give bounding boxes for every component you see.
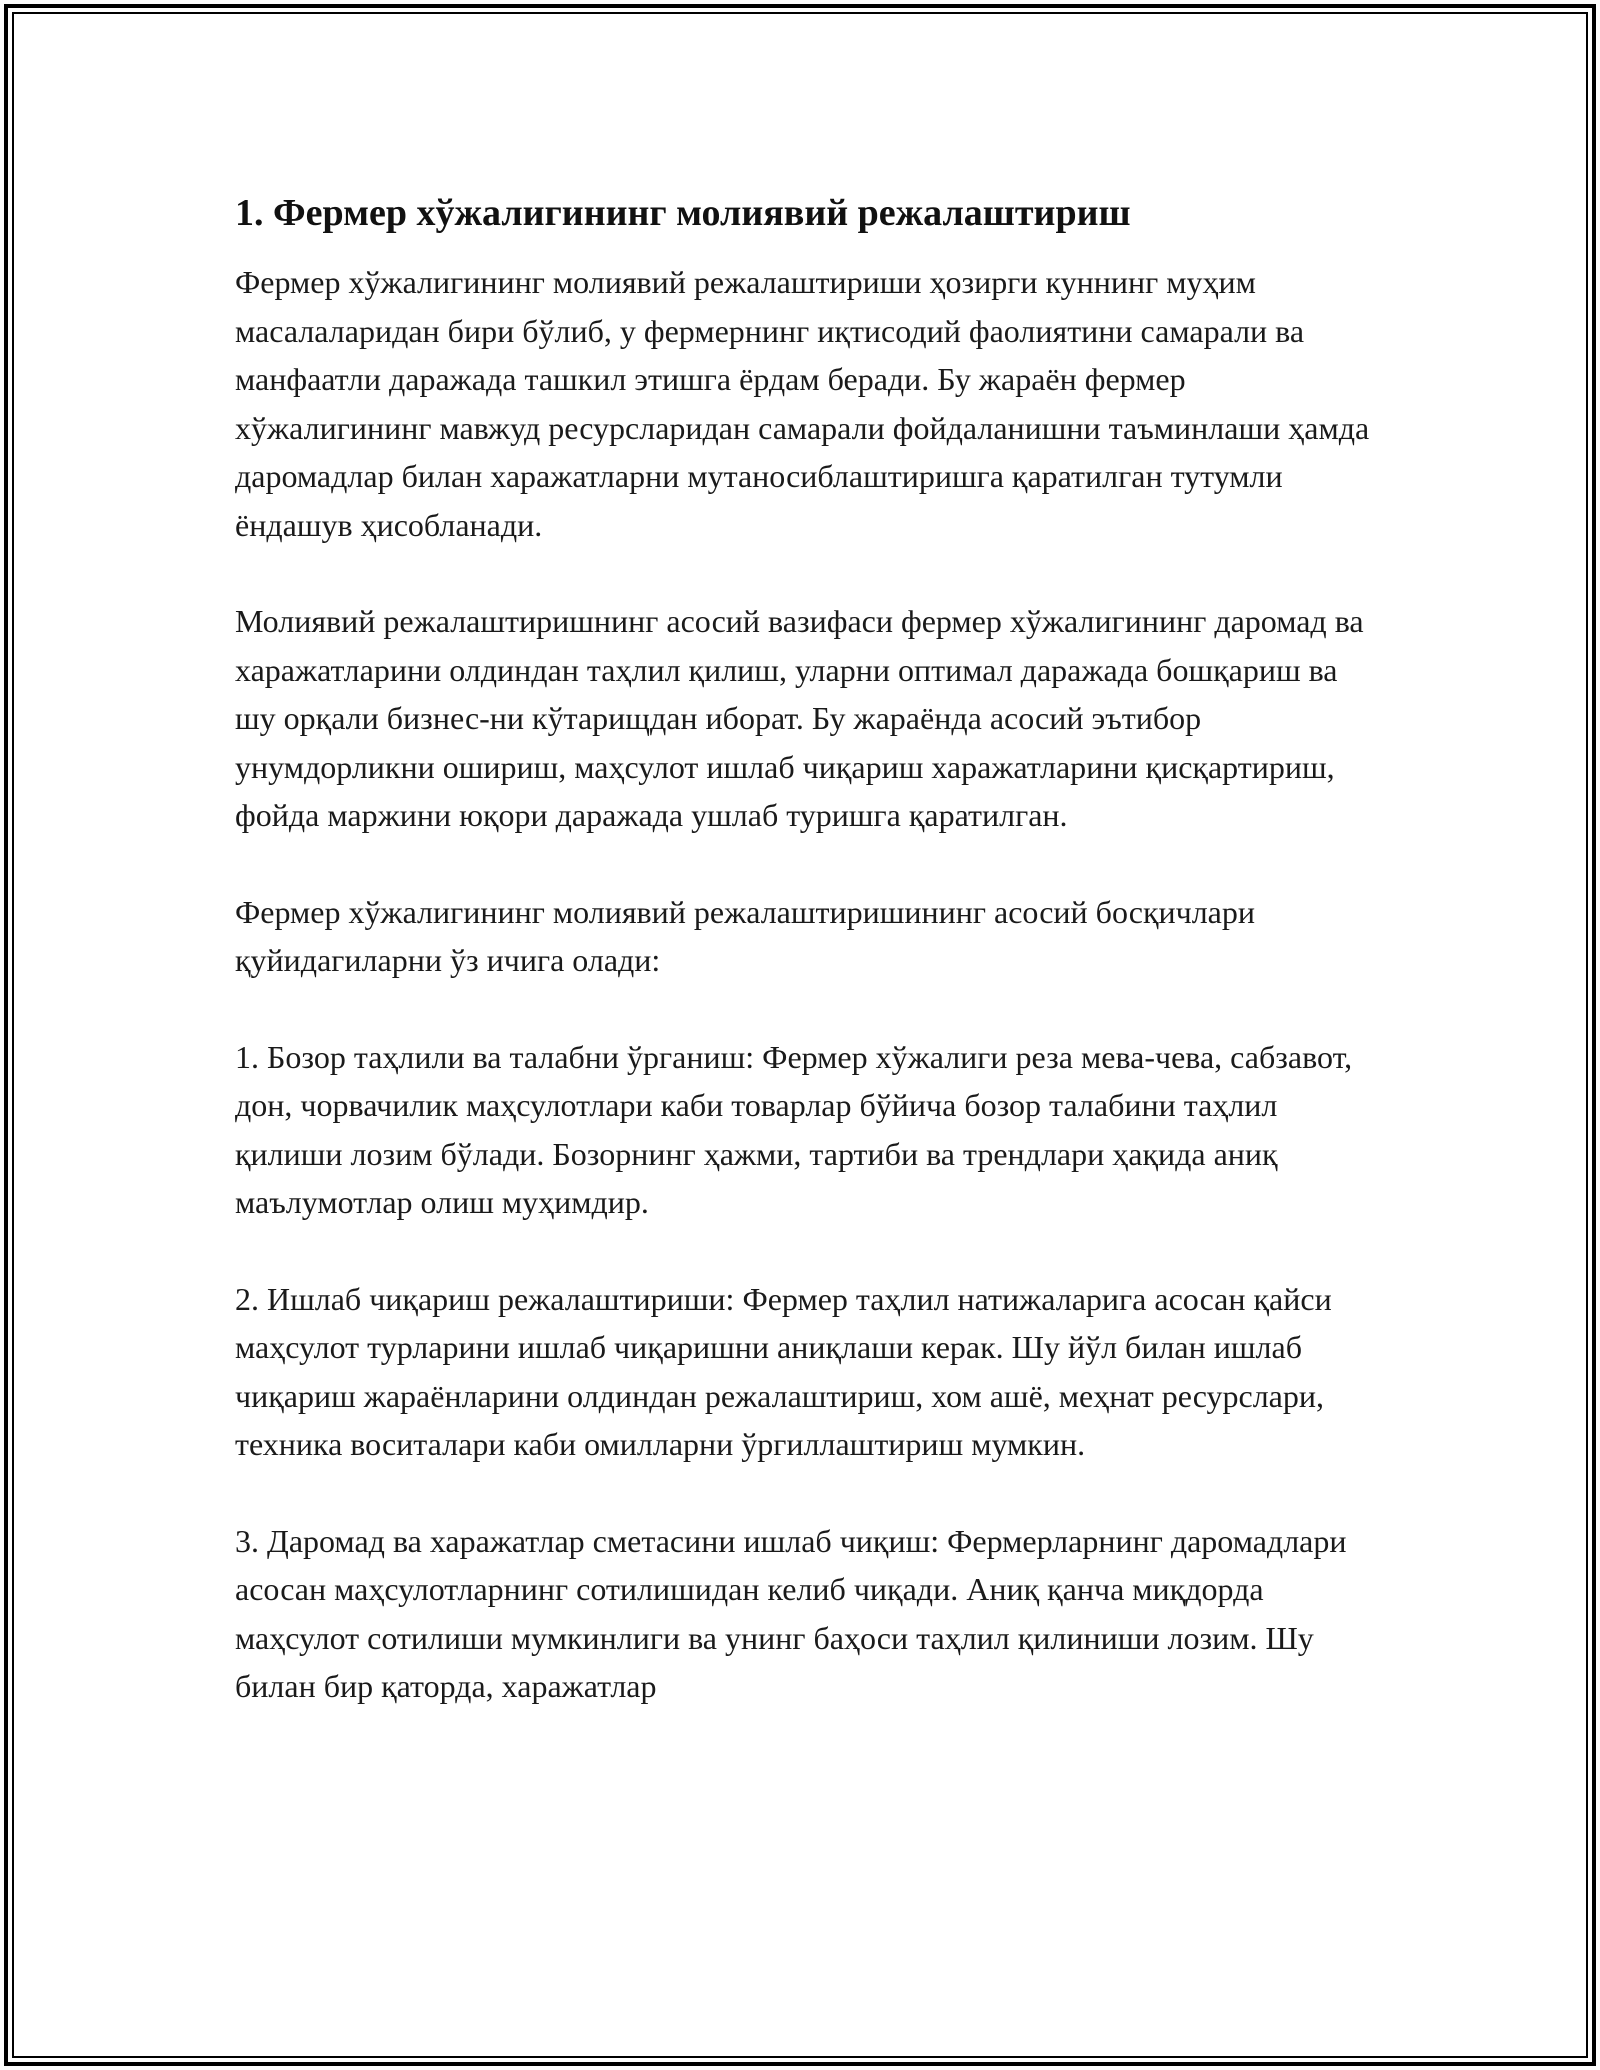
list-item-production-planning: 2. Ишлаб чиқариш режалаштириши: Фермер таҳлил натижаларига асосан қайси маҳсулот турларини ишлаб чиқаришни аниқлаши керак. Шу йўл билан ишлаб чиқариш жараёнларини олдиндан режалаштириш, хом ашё, меҳнат ресурслари, техника воситалари каби омилларни ўргиллаштириш мумкин. bbox=[235, 1280, 1332, 1462]
paragraph-intro: Фермер хўжалигининг молиявий режалаштириши ҳозирги куннинг муҳим масалаларидан бири бўлиб, у фермернинг иқтисодий фаолиятини самарали ва манфаатли даражада ташкил этишга ёрдам беради. Бу жараён фермер хўжалигининг мавжуд ресурсларидан самарали фойдаланишни таъминлаши ҳамда даромадлар билан харажатларни мутаносиблаштиришга қаратилган тутумли ёндашув ҳисобланади. bbox=[235, 264, 1370, 543]
paragraph-main-task: Молиявий режалаштиришнинг асосий вазифаси фермер хўжалигининг даромад ва харажатларини олдиндан таҳлил қилиш, уларни оптимал даражада бошқариш ва шу орқали бизнес-ни кўтарищдан иборат. Бу жараёнда асосий эътибор унумдорликни ошириш, маҳсулот ишлаб чиқариш харажатларини қисқартириш, фойда маржини юқори даражада ушлаб туришга қаратилган. bbox=[235, 603, 1364, 833]
document-body bbox=[235, 188, 1385, 1759]
paragraph-stages-intro: Фермер хўжалигининг молиявий режалаштиришининг асосий босқичлари қуйидагиларни ўз ичига олади: bbox=[235, 893, 1255, 978]
document-title: 1. Фермер хўжалигининг молиявий режалаштириш bbox=[235, 192, 1131, 234]
list-item-budget-estimate: 3. Даромад ва харажатлар сметасини ишлаб чиқиш: Фермерларнинг даромадлари асосан маҳсулотларнинг сотилишидан келиб чиқади. Аниқ қанча миқдорда маҳсулот сотилиши мумкинлиги ва унинг баҳоси таҳлил қилиниши лозим. Шу билан бир қаторда, харажатлар bbox=[235, 1522, 1347, 1704]
list-item-market-analysis: 1. Бозор таҳлили ва талабни ўрганиш: Фермер хўжалиги реза мева-чева, сабзавот, дон, чорвачилик маҳсулотлари каби товарлар бўйича бозор талабини таҳлил қилиши лозим бўлади. Бозорнинг ҳажми, тартиби ва трендлари ҳақида аниқ маълумотлар олиш муҳимдир. bbox=[235, 1038, 1353, 1220]
